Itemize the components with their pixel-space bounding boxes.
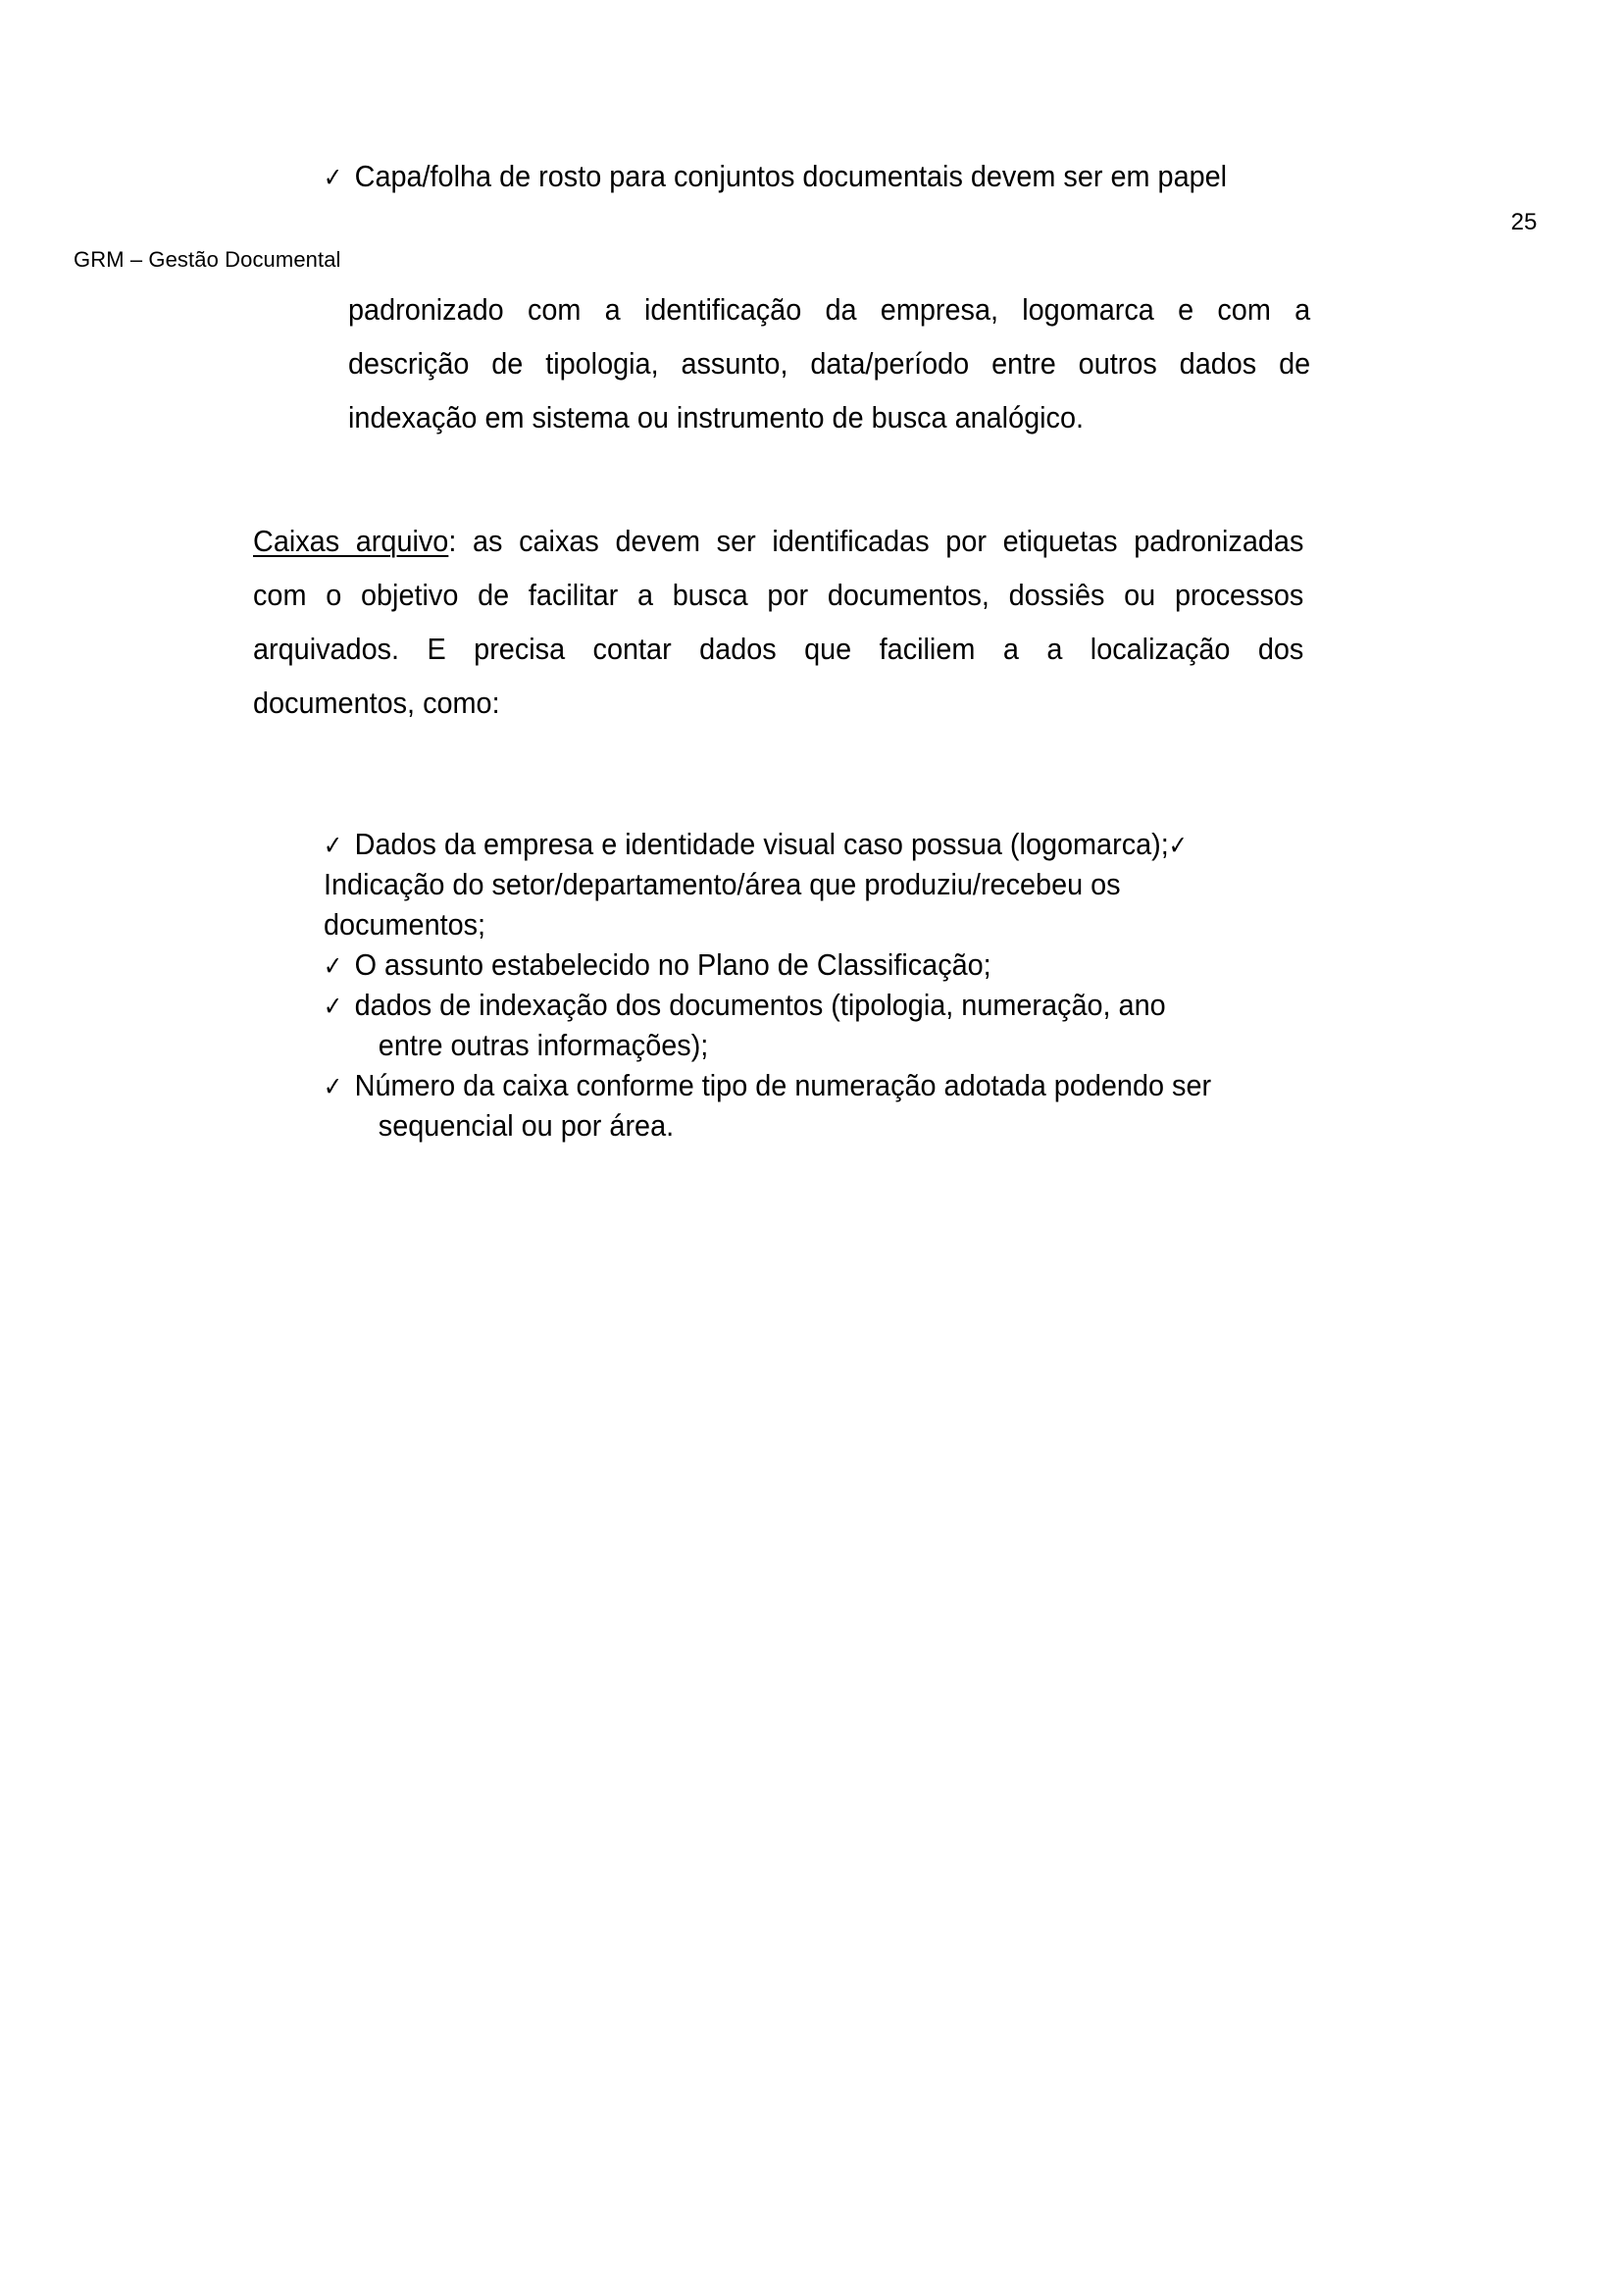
check-icon: ✓ <box>324 831 342 861</box>
check-icon: ✓ <box>324 163 342 193</box>
paragraph-line: padronizado com a identificação da empresa, logomarca e com a <box>348 292 1311 327</box>
paragraph-line: com o objetivo de facilitar a busca por documentos, dossiês ou processos <box>253 578 1304 612</box>
paragraph-line <box>253 514 1303 568</box>
list-item-line: documentos; <box>324 907 486 942</box>
paragraph-continuation <box>348 282 1310 444</box>
check-icon: ✓ <box>324 1072 342 1102</box>
list-item <box>324 1058 1318 1143</box>
list-item-line <box>324 978 1318 1022</box>
list-item <box>324 817 1318 942</box>
orphan-bullet-text: Capa/folha de rosto para conjuntos documentais devem ser em papel <box>354 159 1228 193</box>
caixas-arquivo-line1-rest: : as caixas devem ser identificadas por etiquetas padronizadas <box>448 524 1304 558</box>
paragraph-line: descrição de tipologia, assunto, data/período entre outros dados de <box>348 346 1311 381</box>
check-icon: ✓ <box>324 992 342 1022</box>
check-icon: ✓ <box>324 951 342 982</box>
list-item-line: Indicação do setor/departamento/área que produziu/recebeu os <box>324 867 1121 901</box>
paragraph-caixas-arquivo <box>253 514 1303 730</box>
paragraph-line: indexação em sistema ou instrumento de busca analógico. <box>348 400 1085 434</box>
list-item-line <box>324 938 1318 982</box>
list-item <box>324 978 1318 1062</box>
list-item-text: dados de indexação dos documentos (tipologia, numeração, ano <box>354 988 1166 1022</box>
checkmark-bullet-list <box>324 817 1318 1143</box>
list-item-line: sequencial ou por área. <box>378 1108 675 1143</box>
orphan-bullet-line <box>324 149 1382 205</box>
caixas-arquivo-lead-in: Caixas arquivo <box>253 524 449 558</box>
list-item-text: O assunto estabelecido no Plano de Classificação; <box>354 947 991 982</box>
list-item-text: Número da caixa conforme tipo de numeração adotada podendo ser <box>354 1068 1212 1102</box>
page-number: 25 <box>1510 209 1538 235</box>
list-item-line: entre outras informações); <box>378 1028 709 1062</box>
list-item-text: Dados da empresa e identidade visual caso possua (logomarca); <box>354 827 1169 861</box>
list-item-line <box>324 1058 1318 1102</box>
running-header: GRM – Gestão Documental <box>74 247 341 272</box>
list-item <box>324 938 1318 982</box>
paragraph-line: documentos, como: <box>253 686 500 720</box>
paragraph-line: arquivados. E precisa contar dados que faciliem a a localização dos <box>253 632 1304 666</box>
list-item-line <box>324 817 1318 861</box>
check-icon: ✓ <box>1168 831 1188 861</box>
